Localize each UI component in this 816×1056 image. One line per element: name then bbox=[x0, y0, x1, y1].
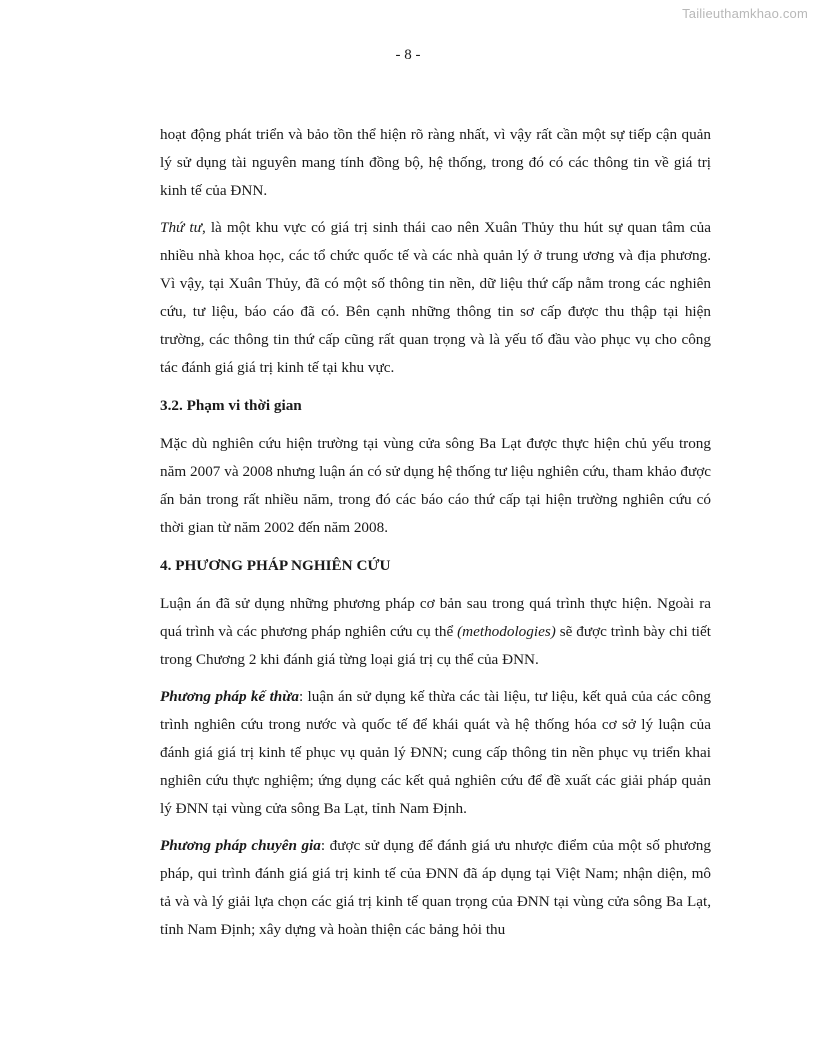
paragraph-6-text: : được sử dụng để đánh giá ưu nhược điểm của một số phương pháp, qui trình đánh giá giá trị kinh tế của ĐNN đã áp dụng tại Việt Nam; nhận diện, mô tả và và lý giải lựa chọn các giá trị kinh tế quan trọng của ĐNN tại vùng cửa sông Ba Lạt, tỉnh Nam Định; xây dựng và hoàn thiện các bảng hỏi thu bbox=[160, 837, 711, 938]
paragraph-4 bbox=[160, 590, 711, 674]
paragraph-3: Mặc dù nghiên cứu hiện trường tại vùng cửa sông Ba Lạt được thực hiện chủ yếu trong năm 2007 và 2008 nhưng luận án có sử dụng hệ thống tư liệu nghiên cứu, tham khảo được ấn bản trong rất nhiều năm, trong đó các báo cáo thứ cấp tại hiện trường nghiên cứu có thời gian từ năm 2002 đến năm 2008. bbox=[160, 435, 711, 536]
watermark: Tailieuthamkhao.com bbox=[682, 6, 808, 21]
paragraph-5-text: : luận án sử dụng kế thừa các tài liệu, tư liệu, kết quả của các công trình nghiên cứu trong nước và quốc tế để khái quát và hệ thống hóa cơ sở lý luận của đánh giá giá trị kinh tế phục vụ quản lý ĐNN; cung cấp thông tin nền phục vụ triển khai nghiên cứu thực nghiệm; ứng dụng các kết quả nghiên cứu để đề xuất các giải pháp quản lý ĐNN tại vùng cửa sông Ba Lạt, tỉnh Nam Định. bbox=[160, 688, 711, 817]
paragraph-2-text: , là một khu vực có giá trị sinh thái cao nên Xuân Thủy thu hút sự quan tâm của nhiều nhà khoa học, các tổ chức quốc tế và các nhà quản lý ở trung ương và địa phương. Vì vậy, tại Xuân Thủy, đã có một số thông tin nền, dữ liệu thứ cấp nằm trong các nghiên cứu, tư liệu, báo cáo đã có. Bên cạnh những thông tin sơ cấp được thu thập tại hiện trường, các thông tin thứ cấp cũng rất quan trọng và là yếu tố đầu vào phục vụ cho công tác đánh giá giá trị kinh tế tại khu vực. bbox=[160, 219, 711, 376]
document-body bbox=[160, 121, 711, 944]
paragraph-1: hoạt động phát triển và bảo tồn thể hiện rõ ràng nhất, vì vậy rất cần một sự tiếp cận quản lý sử dụng tài nguyên mang tính đồng bộ, hệ thống, trong đó có các thông tin về giá trị kinh tế của ĐNN. bbox=[160, 126, 711, 199]
method-label-inheritance: Phương pháp kế thừa bbox=[160, 688, 299, 705]
page-number: - 8 - bbox=[395, 47, 421, 63]
section-heading-3-2: 3.2. Phạm vi thời gian bbox=[160, 397, 302, 414]
method-label-expert: Phương pháp chuyên gia bbox=[160, 837, 321, 854]
section-heading-4: 4. PHƯƠNG PHÁP NGHIÊN CỨU bbox=[160, 557, 391, 574]
paragraph-2 bbox=[160, 214, 711, 382]
paragraph-4-text-a: Luận án đã sử dụng những phương pháp cơ bản sau trong quá trình thực hiện. Ngoài ra quá trình và các phương pháp nghiên cứu cụ thể bbox=[160, 595, 711, 640]
paragraph-5 bbox=[160, 683, 711, 823]
paragraph-4-text-b: sẽ được trình bày chi tiết trong Chương 2 khi đánh giá từng loại giá trị cụ thể của ĐNN. bbox=[160, 623, 711, 668]
paragraph-4-italic: (methodologies) bbox=[457, 623, 556, 640]
paragraph-2-italic: Thứ tư bbox=[160, 219, 202, 236]
paragraph-6 bbox=[160, 832, 711, 944]
